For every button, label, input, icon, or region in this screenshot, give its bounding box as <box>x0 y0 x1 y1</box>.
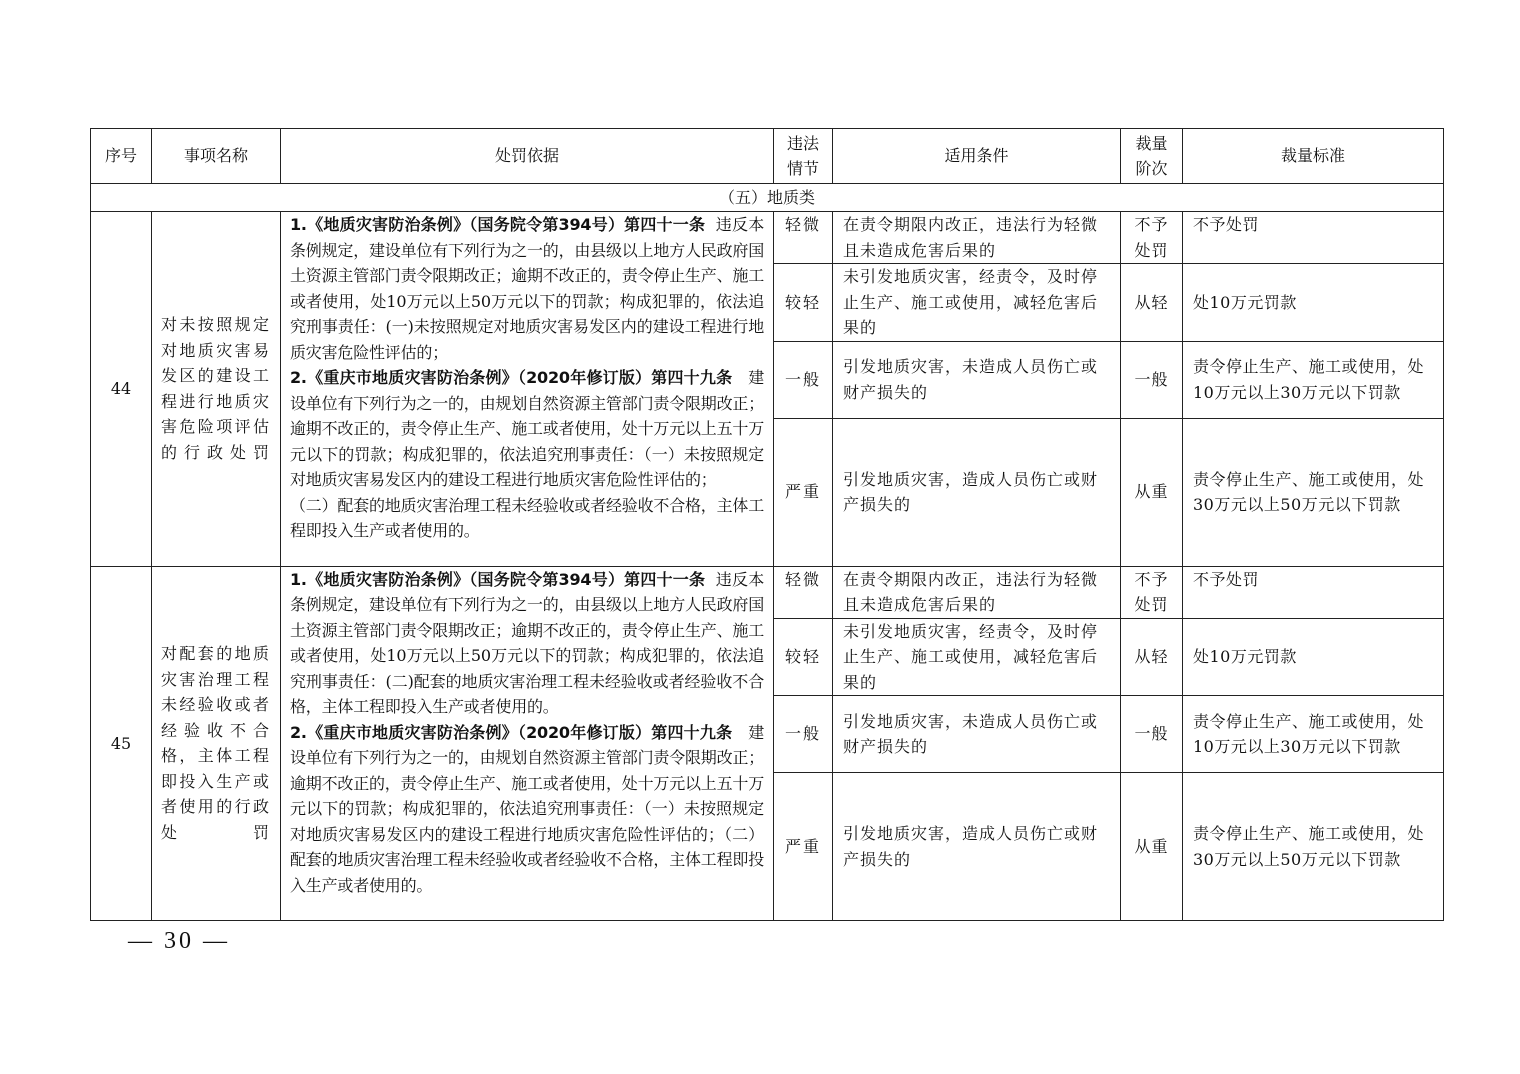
section-title: （五）地质类 <box>91 184 1444 212</box>
item-seq: 44 <box>91 212 152 567</box>
circumstance-level: 轻微 <box>774 212 833 264</box>
discretion-standard: 责令停止生产、施工或使用，处10万元以上30万元以下罚款 <box>1183 341 1444 418</box>
discretion-standard: 不予处罚 <box>1183 566 1444 618</box>
basis-title-2: 2.《重庆市地质灾害防治条例》（2020年修订版）第四十九条 <box>290 722 733 742</box>
applicable-condition: 引发地质灾害，未造成人员伤亡或财产损失的 <box>833 341 1121 418</box>
discretion-stage: 从重 <box>1121 773 1183 921</box>
discretion-stage: 不予处罚 <box>1121 566 1183 618</box>
item-seq: 45 <box>91 566 152 921</box>
item-name: 对未按照规定对地质灾害易发区的建设工程进行地质灾害危险项评估的行政处罚 <box>152 212 281 567</box>
item-basis <box>281 212 774 567</box>
applicable-condition: 引发地质灾害，未造成人员伤亡或财产损失的 <box>833 696 1121 773</box>
discretion-standard: 责令停止生产、施工或使用，处10万元以上30万元以下罚款 <box>1183 696 1444 773</box>
header-seq: 序号 <box>91 129 152 184</box>
discretion-standard: 责令停止生产、施工或使用，处30万元以上50万元以下罚款 <box>1183 418 1444 566</box>
header-stage-line1: 裁量 <box>1135 133 1168 153</box>
basis-text-2: 建设单位有下列行为之一的，由规划自然资源主管部门责令限期改正；逾期不改正的，责令停止生产、施工或者使用，处十万元以上五十万元以下的罚款；构成犯罪的，依法追究刑事责任：（一）未按照规定对地质灾害易发区内的建设工程进行地质灾害危险性评估的；（二）配套的地质灾害治理工程未经验收或者经验收不合格，主体工程即投入生产或者使用的。 <box>290 722 765 895</box>
discretion-stage: 从轻 <box>1121 264 1183 342</box>
basis-text-3: （二）配套的地质灾害治理工程未经验收或者经验收不合格，主体工程即投入生产或者使用的。 <box>290 495 765 540</box>
table-row <box>91 212 1444 264</box>
basis-title-1: 1.《地质灾害防治条例》（国务院令第394号）第四十一条 <box>290 569 706 589</box>
discretion-stage: 一般 <box>1121 341 1183 418</box>
header-standard: 裁量标准 <box>1183 129 1444 184</box>
applicable-condition: 未引发地质灾害，经责令，及时停止生产、施工或使用，减轻危害后果的 <box>833 618 1121 696</box>
header-stage <box>1121 129 1183 184</box>
basis-title-2: 2.《重庆市地质灾害防治条例》（2020年修订版）第四十九条 <box>290 368 733 387</box>
applicable-condition: 在责令期限内改正，违法行为轻微且未造成危害后果的 <box>833 212 1121 264</box>
circumstance-level: 严重 <box>774 773 833 921</box>
circumstance-level: 较轻 <box>774 618 833 696</box>
discretion-stage: 从轻 <box>1121 618 1183 696</box>
header-circ-line2: 情节 <box>786 159 819 178</box>
basis-text-2: 建设单位有下列行为之一的，由规划自然资源主管部门责令限期改正；逾期不改正的，责令停止生产、施工或者使用，处十万元以上五十万元以下的罚款；构成犯罪的，依法追究刑事责任：（一）未按照规定对地质灾害易发区内的建设工程进行地质灾害危险性评估的； <box>290 368 765 489</box>
item-name: 对配套的地质灾害治理工程未经验收或者经验收不合格，主体工程即投入生产或者使用的行政处罚 <box>152 566 281 921</box>
circumstance-level: 一般 <box>774 341 833 418</box>
circumstance-level: 轻微 <box>774 566 833 618</box>
circumstance-level: 较轻 <box>774 264 833 342</box>
discretion-standard: 处10万元罚款 <box>1183 264 1444 342</box>
basis-text-1: 违反本条例规定，建设单位有下列行为之一的，由县级以上地方人民政府国土资源主管部门责令限期改正；逾期不改正的，责令停止生产、施工或者使用，处10万元以上50万元以下的罚款；构成犯罪的，依法追究刑事责任：(二)配套的地质灾害治理工程未经验收或者经验收不合格，主体工程即投入生产或者使用的。 <box>290 569 765 716</box>
table-row <box>91 566 1444 618</box>
circumstance-level: 一般 <box>774 696 833 773</box>
discretion-stage: 不予处罚 <box>1121 212 1183 264</box>
basis-title-1: 1.《地质灾害防治条例》（国务院令第394号）第四十一条 <box>290 215 706 234</box>
discretion-standard: 不予处罚 <box>1183 212 1444 264</box>
applicable-condition: 在责令期限内改正，违法行为轻微且未造成危害后果的 <box>833 566 1121 618</box>
header-condition: 适用条件 <box>833 129 1121 184</box>
applicable-condition: 引发地质灾害，造成人员伤亡或财产损失的 <box>833 418 1121 566</box>
section-row <box>91 184 1444 212</box>
header-circumstance <box>774 129 833 184</box>
discretion-stage: 从重 <box>1121 418 1183 566</box>
header-row <box>91 129 1444 184</box>
header-circ-line1: 违法 <box>786 133 819 153</box>
header-name: 事项名称 <box>152 129 281 184</box>
circumstance-level: 严重 <box>774 418 833 566</box>
discretion-standard: 责令停止生产、施工或使用，处30万元以上50万元以下罚款 <box>1183 773 1444 921</box>
header-basis: 处罚依据 <box>281 129 774 184</box>
applicable-condition: 引发地质灾害，造成人员伤亡或财产损失的 <box>833 773 1121 921</box>
penalty-table <box>90 128 1444 921</box>
discretion-stage: 一般 <box>1121 696 1183 773</box>
header-stage-line2: 阶次 <box>1135 159 1168 178</box>
item-basis <box>281 566 774 921</box>
discretion-standard: 处10万元罚款 <box>1183 618 1444 696</box>
page-number: — 30 — <box>128 928 230 954</box>
basis-text-1: 违反本条例规定，建设单位有下列行为之一的，由县级以上地方人民政府国土资源主管部门责令限期改正；逾期不改正的，责令停止生产、施工或者使用，处10万元以上50万元以下的罚款；构成犯罪的，依法追究刑事责任：(一)未按照规定对地质灾害易发区内的建设工程进行地质灾害危险性评估的； <box>290 215 765 362</box>
applicable-condition: 未引发地质灾害，经责令，及时停止生产、施工或使用，减轻危害后果的 <box>833 264 1121 342</box>
